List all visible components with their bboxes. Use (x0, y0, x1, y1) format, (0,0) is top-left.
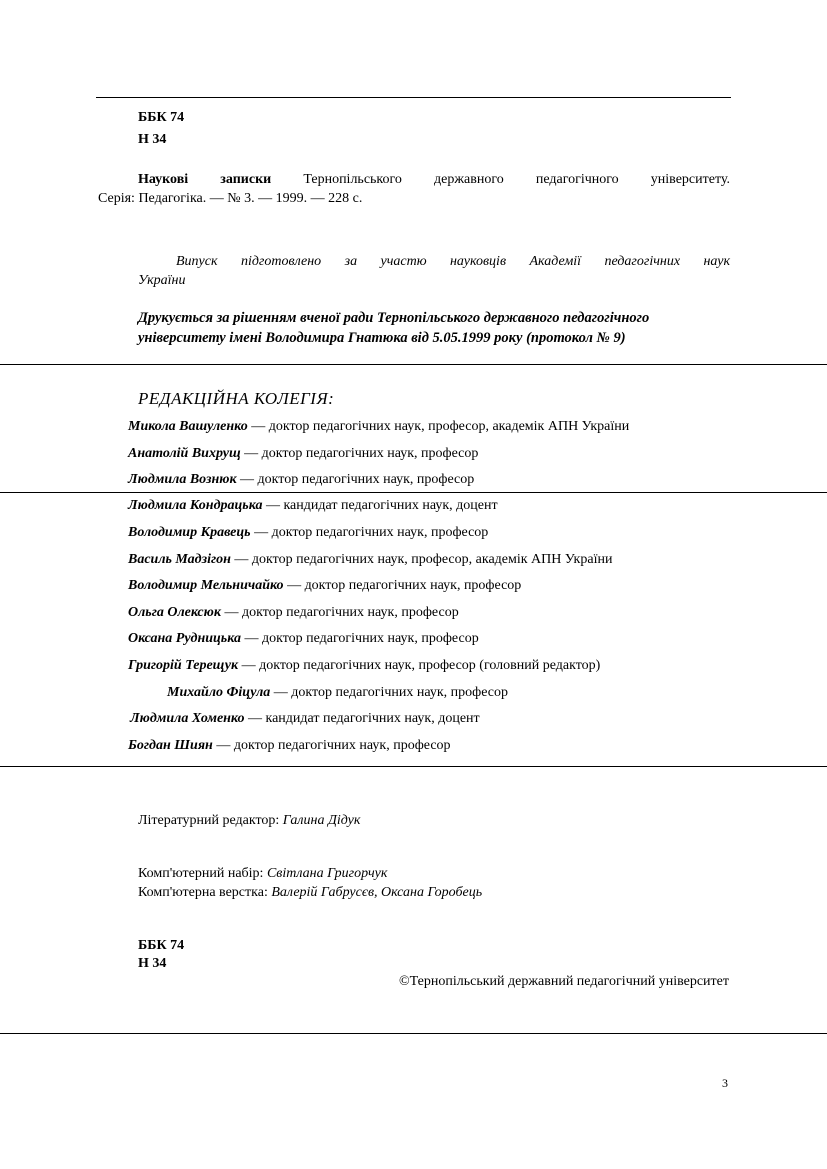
top-rule (96, 97, 731, 98)
member-name: Володимир Кравець (128, 525, 251, 540)
typesetting-name: Світлана Григорчук (266, 866, 388, 881)
member-role: — кандидат педагогічних наук, доцент (248, 711, 480, 726)
citation-title-rest: Тернопільського державного педагогічного університету. (303, 172, 730, 187)
member-role: — доктор педагогічних наук, професор (244, 446, 479, 461)
board-member (128, 419, 629, 435)
citation-line-1 (138, 172, 730, 188)
member-role: — доктор педагогічних наук, професор (головний редактор) (241, 658, 601, 673)
member-name: Григорій Терещук (128, 658, 239, 673)
member-name: Ольга Олексюк (128, 605, 221, 620)
prepared-note-line-1: Випуск підготовлено за участю науковців Академії педагогічних наук (176, 254, 730, 269)
member-name: Людмила Хоменко (130, 711, 245, 726)
catalog-index: Н 34 (138, 132, 167, 147)
member-name: Оксана Рудницька (128, 631, 241, 646)
copyright: ©Тернопільський державний педагогічний університет (399, 974, 729, 989)
member-name: Людмила Кондрацька (128, 498, 263, 513)
member-role: — кандидат педагогічних наук, доцент (265, 498, 498, 513)
footer-catalog-index: Н 34 (138, 956, 167, 971)
literary-editor-label: Літературний редактор: (138, 813, 280, 828)
board-heading: РЕДАКЦІЙНА КОЛЕГІЯ: (138, 389, 335, 408)
typesetting-credit (138, 866, 387, 882)
bottom-rule (0, 1033, 827, 1034)
board-member (128, 578, 521, 594)
member-name: Людмила Вознюк (128, 472, 237, 487)
layout-label: Комп'ютерна верстка: (138, 885, 268, 900)
board-member (128, 631, 479, 647)
rule-above-board (0, 364, 827, 365)
board-member (128, 498, 498, 514)
member-role: — доктор педагогічних наук, професор, академік АПН України (234, 552, 613, 567)
member-role: — доктор педагогічних наук, професор (254, 525, 489, 540)
member-name: Василь Мадзігон (128, 552, 231, 567)
typesetting-label: Комп'ютерний набір: (138, 866, 264, 881)
footer-bbk-code: ББК 74 (138, 938, 185, 953)
member-role: — доктор педагогічних наук, професор (287, 578, 522, 593)
citation-series: Серія: Педагогіка. — № 3. — 1999. — 228 с. (98, 191, 363, 206)
literary-editor (138, 813, 360, 829)
member-name: Михайло Фіцула (167, 685, 271, 700)
member-role: — доктор педагогічних наук, професор (273, 685, 509, 700)
board-member (128, 738, 451, 754)
bbk-code: ББК 74 (138, 110, 185, 125)
approval-line-1: Друкується за рішенням вченої ради Тернопільського державного педагогічного (138, 310, 650, 326)
board-member (128, 658, 600, 674)
member-role: — доктор педагогічних наук, професор, академік АПН України (251, 419, 630, 434)
member-name: Микола Вашуленко (128, 419, 248, 434)
rule-below-board (0, 766, 827, 767)
board-member (128, 552, 612, 568)
layout-names: Валерій Габрусєв, Оксана Горобець (271, 885, 483, 900)
member-role: — доктор педагогічних наук, професор (216, 738, 451, 753)
page-number: 3 (722, 1076, 728, 1090)
member-role: — доктор педагогічних наук, професор (244, 631, 479, 646)
member-name: Володимир Мельничайко (128, 578, 284, 593)
prepared-note-line-2: України (138, 273, 186, 288)
board-member (128, 525, 488, 541)
board-member (128, 605, 459, 621)
member-name: Анатолій Вихрущ (128, 446, 241, 461)
member-role: — доктор педагогічних наук, професор (224, 605, 459, 620)
layout-credit (138, 885, 482, 901)
member-name: Богдан Шиян (128, 738, 213, 753)
literary-editor-name: Галина Дідук (282, 813, 361, 828)
member-role: — доктор педагогічних наук, професор (240, 472, 475, 487)
board-member (128, 472, 474, 488)
board-member (167, 685, 508, 701)
mid-board-rule (0, 492, 827, 493)
approval-line-2: університету імені Володимира Гнатюка від 5.05.1999 року (протокол № 9) (138, 330, 626, 346)
board-member (128, 446, 478, 462)
citation-title: Наукові записки (138, 172, 272, 187)
board-member (130, 711, 480, 727)
